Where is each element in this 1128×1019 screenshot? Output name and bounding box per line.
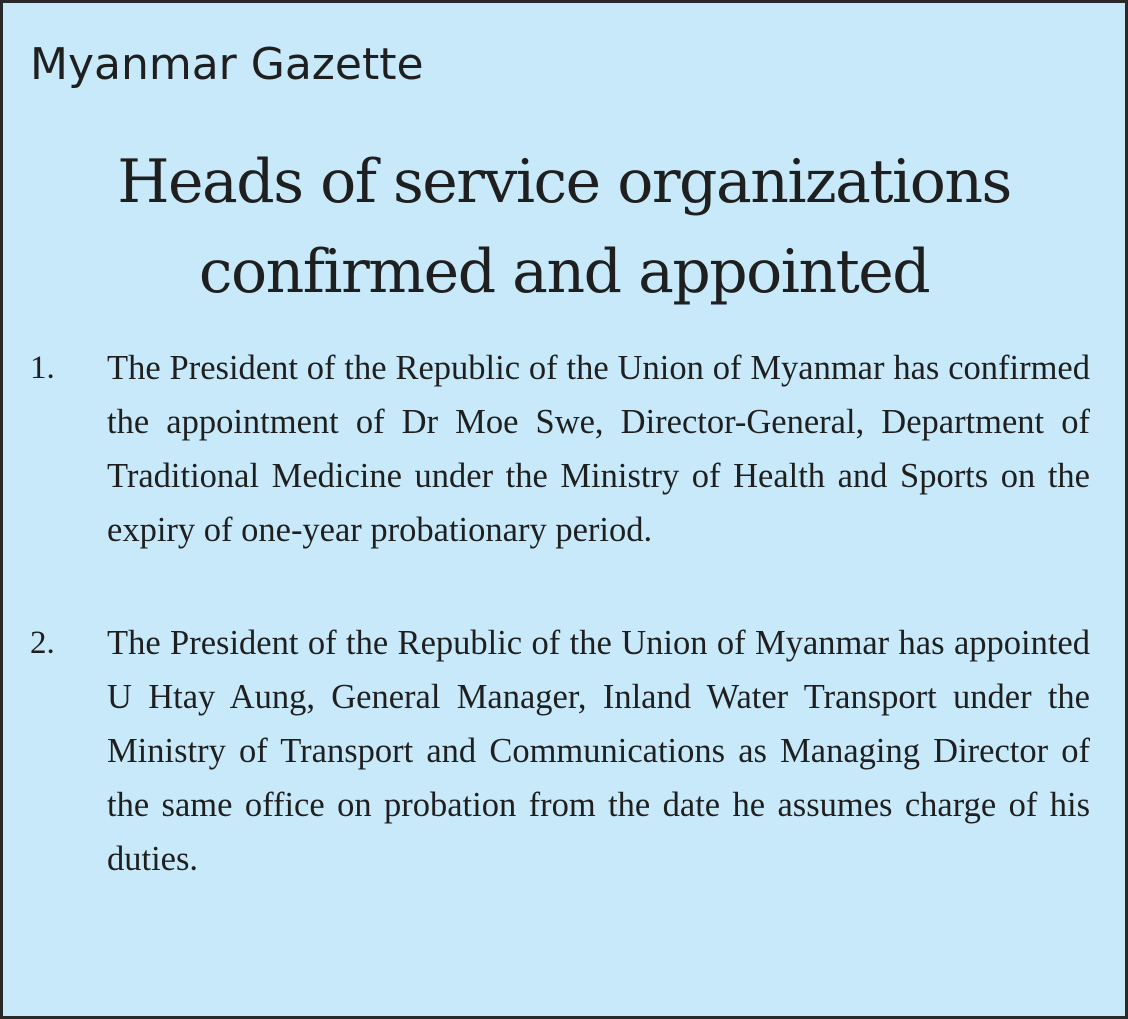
notice-item [3, 341, 1125, 557]
notice-item-number: 2. [30, 625, 55, 661]
publication-name: Myanmar Gazette [30, 39, 424, 90]
notice-list [3, 341, 1125, 945]
notice-item-number: 1. [30, 350, 55, 386]
notice-item-text: The President of the Republic of the Union of Myanmar has confirmed the appointment of Dr Moe Swe, Director-General, Department of Traditional Medicine under the Ministry of Health and Sports on the expiry of one-year probationary period. [107, 349, 1090, 549]
notice-item-text: The President of the Republic of the Union of Myanmar has appointed U Htay Aung, General Manager, Inland Water Transport under the Ministry of Transport and Communications as Managing Director of the same office on probation from the date he assumes charge of his duties. [107, 624, 1090, 878]
notice-item [3, 616, 1125, 886]
headline: Heads of service organizations confirmed and appointed [117, 147, 1011, 307]
